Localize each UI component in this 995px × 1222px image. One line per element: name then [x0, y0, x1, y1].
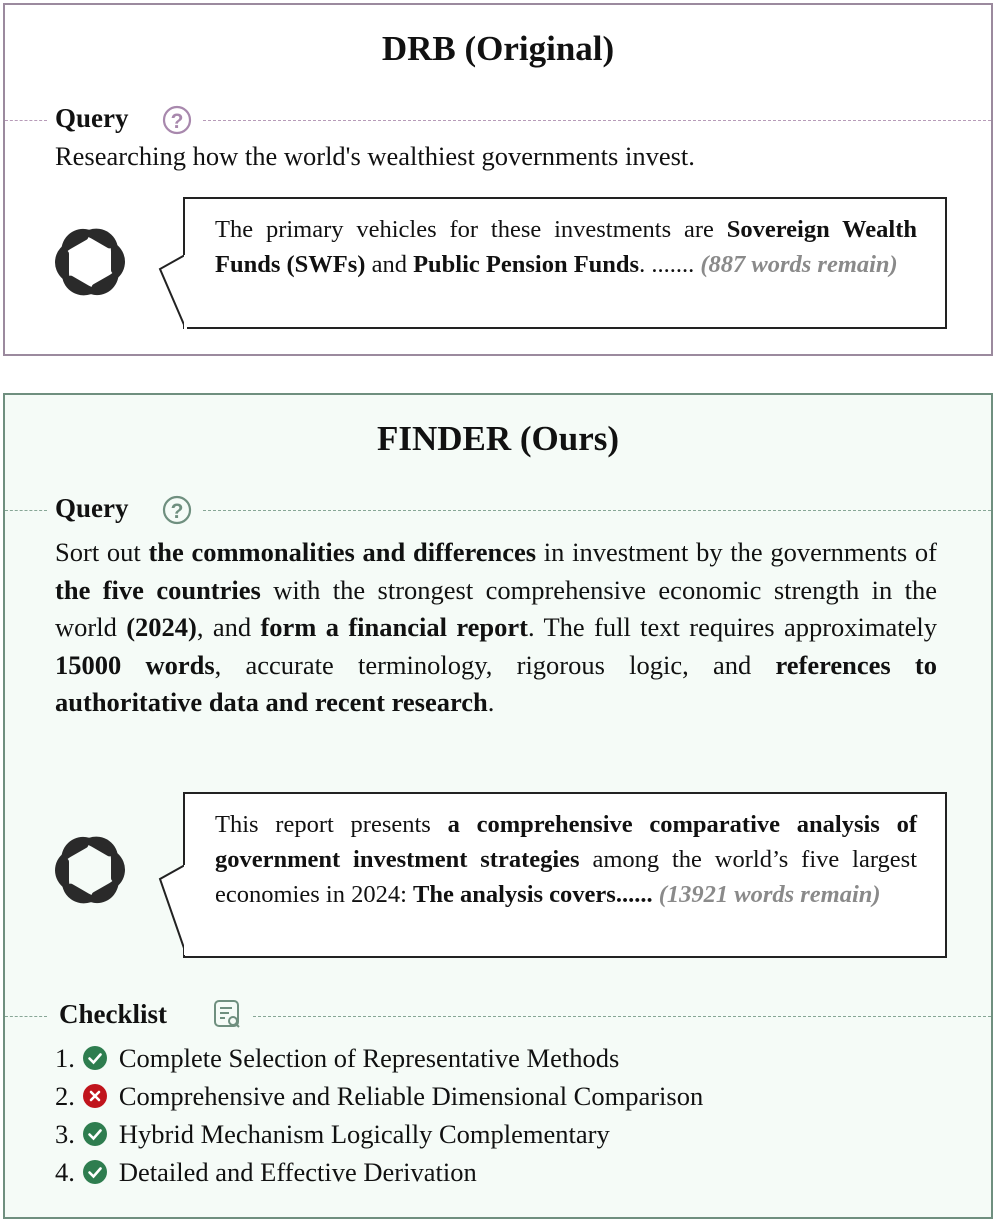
divider: [5, 1016, 47, 1017]
item-text: Comprehensive and Reliable Dimensional Comparison: [118, 1081, 704, 1111]
svg-text:?: ?: [170, 500, 184, 523]
divider: [203, 120, 991, 121]
words-remain: (887 words remain): [700, 251, 898, 278]
finder-query-header: [5, 495, 991, 525]
response-text: a comprehensive comparative analysis of government investment strategies: [215, 811, 917, 873]
query-text: in investment by the governments of: [536, 537, 937, 567]
finder-title: FINDER (Ours): [376, 419, 620, 458]
checklist-search-icon: [213, 999, 243, 1031]
divider: [5, 510, 47, 511]
question-icon: [161, 105, 193, 137]
query-text: .: [487, 687, 495, 718]
response-text: This report presents: [215, 811, 448, 838]
response-text: Sovereign Wealth Funds (SWFs): [215, 216, 917, 278]
checklist: [55, 1039, 703, 1191]
item-number: 3.: [55, 1119, 75, 1149]
divider: [203, 510, 991, 511]
query-text: the commonalities and differences: [148, 537, 537, 567]
question-icon: [161, 495, 193, 527]
checklist-item: [55, 1039, 703, 1077]
bubble-tail: [155, 865, 187, 955]
checklist-item: [55, 1153, 703, 1191]
response-text: Public Pension Funds: [413, 251, 640, 278]
x-circle-icon: [83, 1084, 107, 1108]
response-text: and: [365, 251, 414, 278]
drb-title: DRB (Original): [381, 29, 615, 68]
response-text: The primary vehicles for these investments are: [215, 216, 727, 243]
finder-response-bubble: [183, 792, 947, 958]
query-text: references to authoritative data and recent research: [55, 649, 938, 718]
finder-panel: [3, 393, 993, 1219]
openai-logo-icon: [49, 829, 131, 911]
item-number: 2.: [55, 1081, 75, 1111]
openai-logo-icon: [49, 221, 131, 303]
item-text: Complete Selection of Representative Methods: [118, 1043, 620, 1073]
drb-query-text: Researching how the world's wealthiest governments invest.: [55, 141, 695, 171]
words-remain: (13921 words remain): [658, 881, 881, 908]
checklist-item: [55, 1115, 703, 1153]
drb-response-bubble: [183, 197, 947, 329]
divider: [253, 1016, 991, 1017]
finder-query-text: [55, 534, 937, 722]
query-text: . The full text requires approximately: [527, 612, 938, 643]
response-text: among the world’s five largest economies in 2024:: [215, 846, 917, 908]
checklist-item: [55, 1077, 703, 1115]
item-text: Detailed and Effective Derivation: [118, 1157, 477, 1187]
check-circle-icon: [83, 1160, 107, 1184]
query-label: Query: [55, 493, 129, 523]
check-circle-icon: [83, 1122, 107, 1146]
drb-panel: [3, 3, 993, 356]
query-text: , accurate terminology, rigorous logic, and: [214, 649, 776, 680]
check-circle-icon: [83, 1046, 107, 1070]
query-text: , and: [196, 612, 261, 643]
checklist-header: [5, 1001, 991, 1031]
query-text: (2024): [126, 612, 197, 643]
query-text: the five countries: [55, 574, 261, 605]
query-text: form a financial report: [260, 612, 528, 643]
response-text: . .......: [639, 251, 695, 278]
drb-query-header: [5, 105, 991, 135]
query-text: with the strongest comprehensive economic strength in the world: [55, 574, 937, 643]
item-number: 1.: [55, 1043, 75, 1073]
response-text: The analysis covers......: [413, 881, 653, 908]
bubble-tail: [155, 255, 187, 331]
item-number: 4.: [55, 1157, 75, 1187]
svg-text:?: ?: [170, 110, 184, 133]
query-label: Query: [55, 103, 129, 133]
item-text: Hybrid Mechanism Logically Complementary: [118, 1119, 610, 1149]
checklist-label: Checklist: [59, 999, 167, 1029]
query-text: 15000 words: [55, 649, 215, 680]
divider: [5, 120, 47, 121]
query-text: Sort out: [55, 537, 149, 567]
